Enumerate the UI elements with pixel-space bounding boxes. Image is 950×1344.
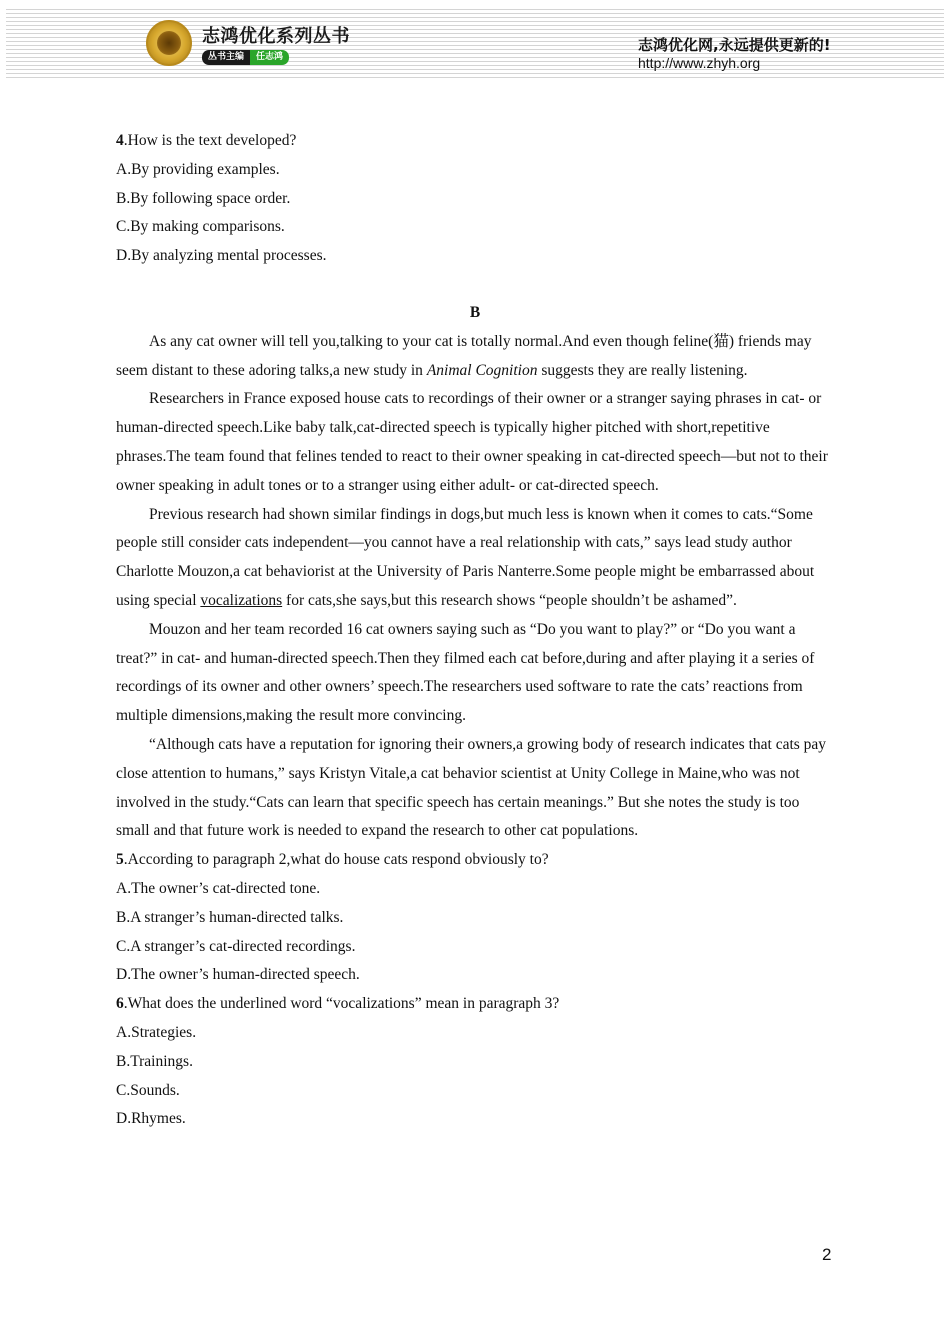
question-4-number: 4 — [116, 132, 124, 149]
question-6-option-c: C.Sounds. — [116, 1081, 180, 1099]
question-4-text: .How is the text developed? — [123, 132, 297, 149]
question-5-stem — [116, 846, 834, 875]
passage-paragraph-2: Researchers in France exposed house cats to recordings of their owner or a stranger saying phrases in cat- or human-directed speech.Like baby talk,cat-directed speech is typically higher pitched with short,repetitive phrases.The team found that felines tended to react to their owner speaking in cat-directed speech—but not to their owner speaking in adult tones or to a stranger using either adult- or cat-directed speech. — [116, 390, 828, 494]
passage-paragraph-5: “Although cats have a reputation for ignoring their owners,a growing body of research indicates that cats pay close attention to humans,” says Kristyn Vitale,a cat behavior scientist at Unity College in Maine,who was not involved in the study.“Cats can learn that specific speech has certain meanings.” But she notes the study is too small and that future work is needed to expand the research to other cat populations. — [116, 735, 827, 840]
question-6-option-a: A.Strategies. — [116, 1023, 197, 1041]
question-4-option-c: C.By making comparisons. — [116, 218, 285, 236]
passage-paragraph-4: Mouzon and her team recorded 16 cat owners saying such as “Do you want to play?” or “Do you want a treat?” in cat- and human-directed speech.Then they filmed each cat before,during and after playing it a series of recordings of its owner and other owners’ speech.The researchers used software to rate the cats’ reactions from multiple dimensions,making the result more convincing. — [116, 620, 815, 725]
question-5-option-d: D.The owner’s human-directed speech. — [116, 966, 360, 984]
brand-sub-editor-name: 任志鸿 — [250, 50, 289, 65]
question-5-option-a: A.The owner’s cat-directed tone. — [116, 879, 321, 897]
question-6-number: 6 — [116, 995, 124, 1013]
question-4-option-a: A.By providing examples. — [116, 160, 280, 178]
journal-title: Animal Cognition — [426, 361, 538, 379]
question-5-text: .According to paragraph 2,what do house cats respond obviously to? — [123, 851, 549, 869]
question-6-option-b: B.Trainings. — [116, 1052, 193, 1070]
page-header — [6, 6, 944, 80]
question-5-option-b: B.A stranger’s human-directed talks. — [116, 908, 344, 926]
question-5-number: 5 — [116, 851, 124, 869]
question-5-option-c: C.A stranger’s cat-directed recordings. — [116, 937, 356, 955]
brand-logo-icon — [146, 20, 192, 66]
passage-paragraph-3: Previous research had shown similar findings in dogs,but much less is known when it comes to cats.“Some people still consider cats independent—you cannot have a real relationship with cats,” says lead study author Charlotte Mouzon,a cat behaviorist at the University of Paris Nanterre.Some people might be embarrassed about using special vocalizations for cats,she says,but this research shows “people shouldn’t be ashamed”. — [116, 505, 815, 609]
section-b-title: B — [469, 303, 481, 321]
document-body — [116, 127, 834, 1134]
question-6-option-d: D.Rhymes. — [116, 1110, 186, 1128]
header-slogan: 志鸿优化网,永远提供更新的! — [638, 36, 831, 54]
question-6-stem — [116, 990, 834, 1019]
header-url: http://www.zhyh.org — [638, 55, 761, 71]
page-number: 2 — [822, 1245, 832, 1264]
underlined-word: vocalizations — [200, 591, 283, 609]
question-4-option-d: D.By analyzing mental processes. — [116, 247, 327, 265]
brand-sub-editor-label: 丛书主编 — [202, 50, 250, 65]
question-6-text: .What does the underlined word “vocalizations” mean in paragraph 3? — [123, 995, 560, 1013]
question-4-stem — [116, 127, 834, 156]
passage-paragraph-1: As any cat owner will tell you,talking to your cat is totally normal.And even though feline(猫) friends may seem distant to these adoring talks,a new study in Animal Cognition suggests they are really listening. — [116, 332, 812, 379]
question-4-option-b: B.By following space order. — [116, 189, 291, 207]
brand-title: 志鸿优化系列丛书 — [202, 26, 350, 47]
brand-subtitle — [202, 50, 289, 65]
